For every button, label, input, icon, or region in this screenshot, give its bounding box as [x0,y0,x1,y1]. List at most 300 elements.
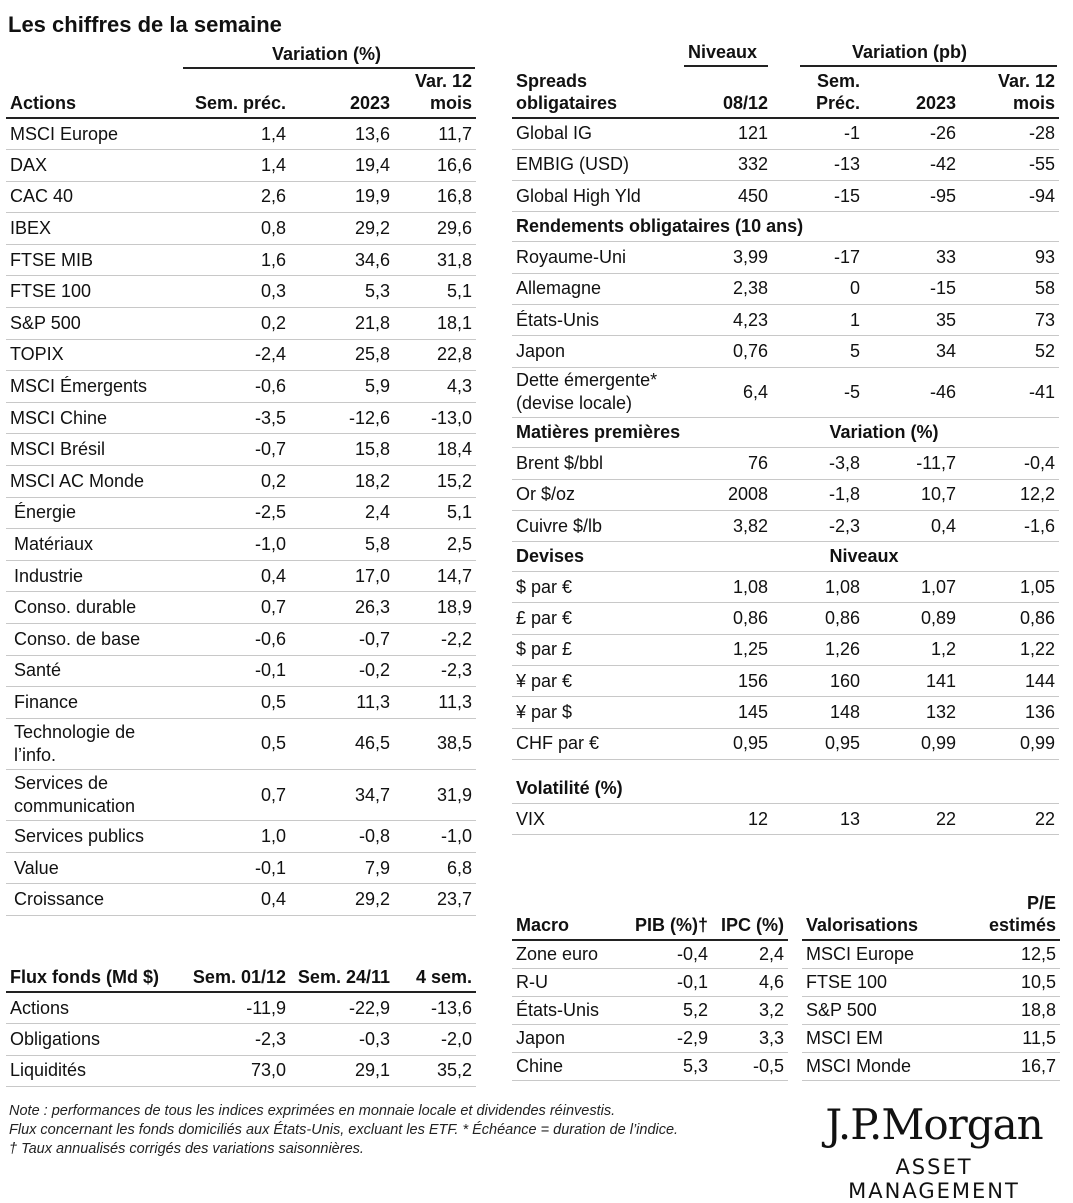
table-row [6,308,476,340]
table-row [512,118,1059,149]
table-row [802,1024,1060,1052]
row-value: -42 [864,149,960,180]
matieres-title: Matières premières [512,418,772,448]
row-value: 19,9 [290,181,394,213]
row-value: 35,2 [394,1055,476,1087]
matieres-sub: Variation (%) [772,418,960,448]
row-value: 0,2 [180,308,290,340]
row-label: MSCI AC Monde [6,466,180,498]
row-value: 29,2 [290,884,394,916]
row-label: Conso. de base [6,624,180,656]
row-value: 1,25 [686,634,772,665]
flux-header-sem2: Sem. 24/11 [290,938,394,992]
logo-subtitle: ASSET MANAGEMENT [848,1155,1020,1203]
table-row [6,402,476,434]
row-value: -13 [772,149,864,180]
row-label: VIX [512,803,686,834]
row-value: -1,8 [772,479,864,510]
table-row [512,304,1059,335]
row-value: 12 [686,803,772,834]
row-value: 1,05 [960,572,1059,603]
row-value: -26 [864,118,960,149]
row-label: MSCI Europe [6,118,180,150]
row-value: 34,7 [290,769,394,820]
table-row [6,276,476,308]
row-label: Japon [512,336,686,367]
row-value: -95 [864,181,960,212]
table-row [512,572,1059,603]
row-value: 5,1 [394,276,476,308]
table-row [6,118,476,150]
table-row [6,821,476,853]
row-value: -0,6 [180,371,290,403]
actions-header-12m: Var. 12 mois [394,70,476,118]
footnote-1: Note : performances de tous les indices exprimées en monnaie locale et dividendes réinvestis. [9,1103,616,1119]
row-value: 141 [864,666,960,697]
row-value: 144 [960,666,1059,697]
row-value: 2,4 [712,940,788,968]
row-value: -0,1 [180,655,290,687]
table-row [512,666,1059,697]
row-value: 0 [772,273,864,304]
row-label: Or $/oz [512,479,686,510]
row-label: Matériaux [6,529,180,561]
table-row [6,213,476,245]
table-row [6,655,476,687]
row-value: -0,8 [290,821,394,853]
table-row [6,466,476,498]
row-value: 1,4 [180,118,290,150]
row-value: 121 [686,118,772,149]
row-value: 29,1 [290,1055,394,1087]
table-row [512,1052,788,1080]
row-value: 1,08 [686,572,772,603]
row-value: -0,4 [960,448,1059,479]
row-value: 18,8 [960,996,1060,1024]
row-value: 0,5 [180,687,290,719]
row-label: FTSE 100 [802,968,960,996]
table-row [6,687,476,719]
row-value: 16,7 [960,1052,1060,1080]
table-row [6,992,476,1024]
row-value: 4,3 [394,371,476,403]
row-value: -0,6 [180,624,290,656]
row-value: 22 [960,803,1059,834]
row-value: -13,0 [394,402,476,434]
table-row [802,968,1060,996]
flux-header-sem1: Sem. 01/12 [180,938,290,992]
table-row [512,603,1059,634]
row-value: 1,4 [180,150,290,182]
row-label: Japon [512,1024,624,1052]
table-row [512,367,1059,418]
row-value: 11,5 [960,1024,1060,1052]
row-value: 22,8 [394,339,476,371]
row-value: 52 [960,336,1059,367]
row-value: 31,9 [394,769,476,820]
valorisations-header-row [802,880,1060,940]
row-value: 18,9 [394,592,476,624]
table-row [6,560,476,592]
row-value: 5,2 [624,996,712,1024]
row-value: -0,5 [712,1052,788,1080]
row-value: 15,2 [394,466,476,498]
row-label: Zone euro [512,940,624,968]
row-value: -2,5 [180,497,290,529]
row-value: 3,82 [686,510,772,541]
row-label: Services de communication [6,769,180,820]
row-value: -28 [960,118,1059,149]
actions-header-2023: 2023 [290,70,394,118]
volatilite-body [512,803,1059,834]
row-value: 7,9 [290,852,394,884]
table-row [6,592,476,624]
row-value: 1,0 [180,821,290,853]
row-value: 0,86 [772,603,864,634]
row-value: 0,95 [772,728,864,759]
row-label: Value [6,852,180,884]
row-label: Cuivre $/lb [512,510,686,541]
row-value: -1,0 [394,821,476,853]
rendements-section [512,212,1059,242]
row-label: MSCI Europe [802,940,960,968]
table-row [6,434,476,466]
row-value: 6,4 [686,367,772,418]
row-value: 11,3 [394,687,476,719]
row-value: 12,5 [960,940,1060,968]
actions-header-row [6,70,476,118]
row-value: 35 [864,304,960,335]
row-value: -12,6 [290,402,394,434]
row-label: Global IG [512,118,686,149]
row-value: 6,8 [394,852,476,884]
table-row [512,448,1059,479]
flux-header-4sem: 4 sem. [394,938,476,992]
row-value: 450 [686,181,772,212]
table-row [512,479,1059,510]
row-value: 33 [864,242,960,273]
row-label: Allemagne [512,273,686,304]
row-value: 5,3 [624,1052,712,1080]
row-value: 18,1 [394,308,476,340]
spreads-body [512,118,1059,212]
row-value: 4,6 [712,968,788,996]
row-value: 160 [772,666,864,697]
row-value: 145 [686,697,772,728]
valorisations-header-pe: P/E estimés [960,880,1060,940]
row-value: 16,6 [394,150,476,182]
row-value: 0,5 [180,718,290,769]
spreads-header-row [512,68,1059,118]
table-row [512,149,1059,180]
row-value: 0,8 [180,213,290,245]
row-value: 13,6 [290,118,394,150]
row-label: $ par € [512,572,686,603]
table-row [512,242,1059,273]
row-value: 10,7 [864,479,960,510]
row-value: 76 [686,448,772,479]
row-value: 23,7 [394,884,476,916]
row-value: 2,5 [394,529,476,561]
row-value: 11,3 [290,687,394,719]
row-value: -0,4 [624,940,712,968]
flux-header-name: Flux fonds (Md $) [6,938,180,992]
footnote-3: † Taux annualisés corrigés des variations saisonnières. [9,1141,364,1157]
table-row [6,884,476,916]
row-value: 148 [772,697,864,728]
row-label: Chine [512,1052,624,1080]
actions-header-name: Actions [6,70,180,118]
spreads-header-12m: Var. 12 mois [960,68,1059,118]
row-value: -41 [960,367,1059,418]
row-value: 1 [772,304,864,335]
row-value: -15 [864,273,960,304]
row-value: -0,2 [290,655,394,687]
row-label: Royaume-Uni [512,242,686,273]
row-label: IBEX [6,213,180,245]
row-label: MSCI Monde [802,1052,960,1080]
row-value: 0,7 [180,769,290,820]
table-row [802,1052,1060,1080]
table-row [6,497,476,529]
row-value: 19,4 [290,150,394,182]
row-label: MSCI Émergents [6,371,180,403]
row-value: 2008 [686,479,772,510]
macro-table [512,880,788,1081]
row-value: 38,5 [394,718,476,769]
table-row [512,940,788,968]
table-row [6,181,476,213]
row-label: TOPIX [6,339,180,371]
table-row [6,624,476,656]
row-value: 11,7 [394,118,476,150]
row-value: 0,7 [180,592,290,624]
row-value: 0,95 [686,728,772,759]
row-value: 0,99 [960,728,1059,759]
row-label: Brent $/bbl [512,448,686,479]
row-value: -0,3 [290,1024,394,1056]
row-value: 16,8 [394,181,476,213]
valorisations-header-name: Valorisations [802,880,960,940]
row-label: Global High Yld [512,181,686,212]
row-value: 332 [686,149,772,180]
row-value: 0,4 [180,884,290,916]
row-value: 0,86 [686,603,772,634]
row-value: 1,26 [772,634,864,665]
row-label: S&P 500 [802,996,960,1024]
row-value: 13 [772,803,864,834]
table-row [6,339,476,371]
spreads-header-sem: Sem. Préc. [772,68,864,118]
row-value: 4,23 [686,304,772,335]
row-value: 136 [960,697,1059,728]
row-value: 10,5 [960,968,1060,996]
row-value: 34,6 [290,244,394,276]
volatilite-section [512,759,1059,803]
row-value: -0,7 [180,434,290,466]
right-group-rule-variation [800,65,1057,67]
devises-body [512,572,1059,760]
table-row [512,510,1059,541]
row-label: MSCI EM [802,1024,960,1052]
actions-header-sem: Sem. préc. [180,70,290,118]
row-value: 1,22 [960,634,1059,665]
row-value: -2,2 [394,624,476,656]
row-value: 2,4 [290,497,394,529]
row-value: 0,99 [864,728,960,759]
row-label: $ par £ [512,634,686,665]
markets-table [512,68,1059,835]
actions-table [6,70,476,916]
table-row [802,940,1060,968]
row-value: 2,38 [686,273,772,304]
devises-section [512,542,1059,572]
row-label: Conso. durable [6,592,180,624]
row-value: 18,2 [290,466,394,498]
row-label: MSCI Chine [6,402,180,434]
row-value: 5,9 [290,371,394,403]
row-value: 156 [686,666,772,697]
row-value: -1,6 [960,510,1059,541]
table-row [6,371,476,403]
row-value: -94 [960,181,1059,212]
row-value: 26,3 [290,592,394,624]
devises-sub: Niveaux [772,542,960,572]
table-row [6,769,476,820]
row-value: 73,0 [180,1055,290,1087]
macro-header-name: Macro [512,880,624,940]
row-value: -11,7 [864,448,960,479]
row-value: 5 [772,336,864,367]
spreads-header-date: 08/12 [686,68,772,118]
row-label: R-U [512,968,624,996]
right-group-levels: Niveaux [688,42,758,62]
row-value: 1,6 [180,244,290,276]
row-value: 46,5 [290,718,394,769]
row-value: -11,9 [180,992,290,1024]
table-row [6,1055,476,1087]
table-row [6,718,476,769]
flux-table [6,938,476,1087]
table-row [512,181,1059,212]
row-label: Actions [6,992,180,1024]
right-group-rule-levels [684,65,768,67]
row-label: Industrie [6,560,180,592]
row-value: 12,2 [960,479,1059,510]
row-value: -3,8 [772,448,864,479]
row-value: 15,8 [290,434,394,466]
rendements-body [512,242,1059,418]
table-row [6,1024,476,1056]
row-label: EMBIG (USD) [512,149,686,180]
row-value: 31,8 [394,244,476,276]
row-value: 3,3 [712,1024,788,1052]
row-label: Services publics [6,821,180,853]
valorisations-table [802,880,1060,1081]
right-group-variation: Variation (pb) [852,42,968,62]
row-label: ¥ par € [512,666,686,697]
logo-brand: J.P.Morgan [825,1100,1043,1149]
row-value: 34 [864,336,960,367]
row-value: 22 [864,803,960,834]
row-label: Dette émergente* (devise locale) [512,367,686,418]
row-label: Énergie [6,497,180,529]
table-row [512,634,1059,665]
row-value: 132 [864,697,960,728]
row-value: 0,3 [180,276,290,308]
row-value: 29,2 [290,213,394,245]
table-row [6,529,476,561]
row-value: 18,4 [394,434,476,466]
table-row [6,244,476,276]
table-row [512,273,1059,304]
row-value: -1,0 [180,529,290,561]
row-value: 0,86 [960,603,1059,634]
row-label: DAX [6,150,180,182]
row-value: 58 [960,273,1059,304]
row-value: -2,4 [180,339,290,371]
volatilite-title: Volatilité (%) [512,759,1059,803]
row-value: -22,9 [290,992,394,1024]
row-value: 3,2 [712,996,788,1024]
row-value: 0,4 [864,510,960,541]
flux-header-row [6,938,476,992]
row-value: 5,8 [290,529,394,561]
macro-header-pib: PIB (%)† [624,880,712,940]
row-value: 29,6 [394,213,476,245]
row-value: -5 [772,367,864,418]
row-value: -17 [772,242,864,273]
table-row [512,968,788,996]
row-value: 17,0 [290,560,394,592]
spreads-header-2023: 2023 [864,68,960,118]
row-label: £ par € [512,603,686,634]
footnote-2: Flux concernant les fonds domiciliés aux États-Unis, excluant les ETF. * Échéance = duration de l’indice. [9,1122,679,1138]
table-row [512,1024,788,1052]
row-value: -2,3 [180,1024,290,1056]
spreads-header-name: Spreads obligataires [512,68,686,118]
row-value: 5,1 [394,497,476,529]
row-label: Santé [6,655,180,687]
macro-header-ipc: IPC (%) [712,880,788,940]
jpmorgan-logo [808,1100,1060,1203]
row-label: CAC 40 [6,181,180,213]
row-label: MSCI Brésil [6,434,180,466]
row-value: -1 [772,118,864,149]
row-value: -46 [864,367,960,418]
row-label: CHF par € [512,728,686,759]
row-value: -15 [772,181,864,212]
row-value: -2,3 [394,655,476,687]
table-row [512,803,1059,834]
actions-group-header: Variation (%) [272,44,382,64]
row-value: -13,6 [394,992,476,1024]
row-value: -2,0 [394,1024,476,1056]
table-row [512,336,1059,367]
row-value: 73 [960,304,1059,335]
row-value: -3,5 [180,402,290,434]
table-row [512,697,1059,728]
row-label: Obligations [6,1024,180,1056]
table-row [802,996,1060,1024]
table-row [6,150,476,182]
row-value: -55 [960,149,1059,180]
row-value: 14,7 [394,560,476,592]
row-label: États-Unis [512,304,686,335]
row-value: 1,08 [772,572,864,603]
row-label: États-Unis [512,996,624,1024]
row-label: ¥ par $ [512,697,686,728]
